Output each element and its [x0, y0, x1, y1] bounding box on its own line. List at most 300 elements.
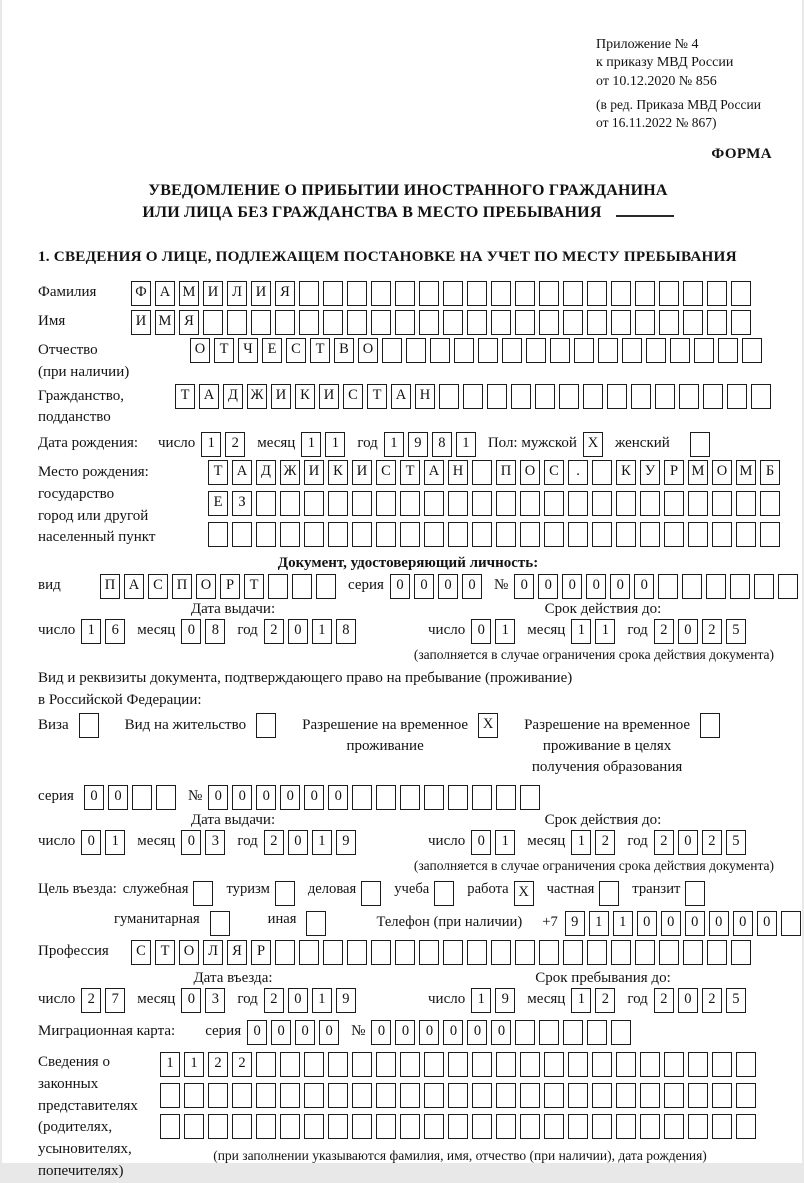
- form-cell: [443, 281, 463, 306]
- form-cell: 0: [288, 988, 308, 1013]
- form-cell: И: [352, 460, 372, 485]
- form-cell: [544, 1114, 564, 1139]
- birth-place-label-line-1: Место рождения:: [38, 464, 149, 481]
- form-cell: [706, 574, 726, 599]
- form-cell: [690, 432, 710, 457]
- form-cell: А: [155, 281, 175, 306]
- form-cell: [712, 1052, 732, 1077]
- issue-day-label: число: [38, 622, 76, 639]
- form-cell: [280, 1114, 300, 1139]
- form-cell: [736, 1114, 756, 1139]
- form-cell: [328, 491, 348, 516]
- patronymic-boxes: [190, 338, 766, 363]
- form-cell: [443, 310, 463, 335]
- form-cell: [683, 310, 703, 335]
- form-title-line-2-text: ИЛИ ЛИЦА БЕЗ ГРАЖДАНСТВА В МЕСТО ПРЕБЫВАНИЯ: [142, 204, 602, 222]
- purpose-tourism-checkbox: [275, 881, 299, 906]
- purpose-private-label: частная: [546, 881, 595, 898]
- form-cell: 0: [438, 574, 458, 599]
- form-cell: [515, 1020, 535, 1045]
- form-cell: [491, 310, 511, 335]
- appendix-line-2: к приказу МВД России: [596, 55, 734, 71]
- form-cell: Я: [275, 281, 295, 306]
- form-cell: 0: [678, 988, 698, 1013]
- form-cell: [419, 940, 439, 965]
- form-cell: [304, 491, 324, 516]
- form-cell: [736, 491, 756, 516]
- representatives-boxes-row-2: [160, 1083, 760, 1108]
- form-cell: [544, 1052, 564, 1077]
- form-cell: [424, 522, 444, 547]
- form-cell: [304, 1114, 324, 1139]
- form-cell: [232, 1083, 252, 1108]
- birth-place-label: [38, 460, 208, 549]
- form-cell: 3: [205, 830, 225, 855]
- birth-date-row: [38, 432, 778, 457]
- form-cell: Т: [214, 338, 234, 363]
- representatives-label-line-6: попечителях): [38, 1162, 124, 1179]
- form-cell: [712, 1114, 732, 1139]
- form-cell: 1: [495, 619, 515, 644]
- valid-day-label: число: [428, 622, 466, 639]
- form-cell: 1: [571, 988, 591, 1013]
- form-cell: [646, 338, 666, 363]
- form-cell: [520, 491, 540, 516]
- form-cell: [583, 384, 603, 409]
- form-cell: [616, 522, 636, 547]
- form-cell: [616, 491, 636, 516]
- form-cell: 1: [495, 830, 515, 855]
- form-cell: 0: [181, 830, 201, 855]
- form-cell: [448, 1083, 468, 1108]
- residence-series-label: серия: [38, 788, 74, 805]
- form-cell: [742, 338, 762, 363]
- purpose-official: [123, 880, 218, 906]
- form-cell: [640, 1052, 660, 1077]
- form-cell: [382, 338, 402, 363]
- edu-permit-label-line-2: проживание в целях: [542, 738, 672, 755]
- residence-doc-intro-2: в Российской Федерации:: [38, 692, 202, 709]
- residence-valid-month-label: месяц: [527, 833, 566, 850]
- identity-issue-heading: Дата выдачи:: [190, 601, 276, 618]
- form-cell: К: [616, 460, 636, 485]
- form-cell: [718, 338, 738, 363]
- form-cell: [352, 785, 372, 810]
- residence-doc-intro-1: Вид и реквизиты документа, подтверждающего право на пребывание (проживание): [38, 670, 573, 687]
- form-cell: 0: [637, 911, 657, 936]
- form-cell: 1: [456, 432, 476, 457]
- appendix-line-3: от 10.12.2020 № 856: [596, 73, 717, 89]
- form-cell: [256, 1052, 276, 1077]
- form-cell: К: [328, 460, 348, 485]
- form-cell: 2: [225, 432, 245, 457]
- visa-label: Виза: [38, 717, 69, 734]
- forma-label: ФОРМА: [711, 146, 772, 163]
- form-cell: 2: [654, 830, 674, 855]
- form-cell: [568, 1052, 588, 1077]
- form-cell: [730, 574, 750, 599]
- form-cell: [511, 384, 531, 409]
- residence-valid-date: [428, 830, 778, 855]
- form-cell: 2: [654, 619, 674, 644]
- birth-place-boxes-row-3: [208, 522, 784, 547]
- identity-doc-dates-row: [38, 619, 778, 644]
- form-cell: [376, 1052, 396, 1077]
- form-cell: [268, 574, 288, 599]
- form-cell: [316, 574, 336, 599]
- form-cell: [160, 1083, 180, 1108]
- form-cell: [467, 940, 487, 965]
- form-cell: [658, 574, 678, 599]
- form-cell: И: [319, 384, 339, 409]
- citizenship-label-line-1: Гражданство,: [38, 387, 125, 404]
- surname-boxes: [131, 281, 755, 306]
- form-cell: [448, 491, 468, 516]
- form-cell: А: [232, 460, 252, 485]
- form-cell: [574, 338, 594, 363]
- form-cell: 1: [184, 1052, 204, 1077]
- migration-card-row: [38, 1020, 778, 1045]
- residence-dates-row: [38, 830, 778, 855]
- form-page: [2, 0, 802, 1179]
- form-cell: [371, 940, 391, 965]
- purpose-work-checkbox: [514, 881, 538, 906]
- form-cell: [568, 1114, 588, 1139]
- patronymic-row: [38, 338, 778, 384]
- issue-month-label: месяц: [137, 622, 176, 639]
- stay-year-label: год: [627, 991, 648, 1008]
- form-cell: [688, 1083, 708, 1108]
- edu-permit-label-line-3: получения образования: [531, 759, 683, 776]
- form-cell: 3: [205, 988, 225, 1013]
- temp-permit-label-line-2: проживание: [346, 738, 424, 755]
- doc-number-label: №: [493, 577, 509, 594]
- form-cell: [454, 338, 474, 363]
- firstname-row: [38, 310, 778, 335]
- form-cell: 0: [661, 911, 681, 936]
- form-cell: Е: [262, 338, 282, 363]
- form-cell: [736, 1083, 756, 1108]
- form-cell: А: [124, 574, 144, 599]
- form-cell: [193, 881, 213, 906]
- residence-issue-day-boxes: [81, 830, 129, 855]
- purpose-official-label: служебная: [122, 881, 189, 898]
- form-cell: [679, 384, 699, 409]
- form-cell: Ч: [238, 338, 258, 363]
- form-cell: 0: [81, 830, 101, 855]
- form-cell: [611, 281, 631, 306]
- form-cell: [688, 491, 708, 516]
- form-cell: 2: [81, 988, 101, 1013]
- edu-permit-checkbox: [700, 713, 724, 738]
- form-cell: [587, 1020, 607, 1045]
- entry-date-headings: [38, 970, 778, 987]
- form-cell: [496, 491, 516, 516]
- birth-month-label: месяц: [257, 435, 296, 452]
- stay-day-boxes: [471, 988, 519, 1013]
- form-cell: [361, 881, 381, 906]
- form-cell: О: [712, 460, 732, 485]
- form-cell: [400, 522, 420, 547]
- form-cell: 2: [595, 988, 615, 1013]
- form-cell: [544, 1083, 564, 1108]
- form-cell: [682, 574, 702, 599]
- form-cell: [467, 310, 487, 335]
- form-cell: 0: [288, 619, 308, 644]
- form-cell: [520, 1052, 540, 1077]
- residence-issue-heading: Дата выдачи:: [190, 812, 276, 829]
- form-cell: [472, 1114, 492, 1139]
- form-cell: X: [583, 432, 603, 457]
- birth-place-label-line-3: город или другой: [38, 507, 149, 524]
- form-cell: [736, 522, 756, 547]
- form-cell: [227, 310, 247, 335]
- surname-label: Фамилия: [38, 284, 97, 301]
- birth-year-boxes: [384, 432, 480, 457]
- form-cell: Л: [227, 281, 247, 306]
- form-cell: Т: [310, 338, 330, 363]
- residence-issue-day-label: число: [38, 833, 76, 850]
- profession-boxes: [131, 940, 755, 965]
- phone-label: Телефон (при наличии): [376, 914, 523, 931]
- representatives-row: [38, 1050, 778, 1183]
- form-cell: [635, 940, 655, 965]
- form-cell: 1: [81, 619, 101, 644]
- form-cell: [754, 574, 774, 599]
- temp-permit-label: [302, 713, 468, 757]
- form-cell: 5: [726, 619, 746, 644]
- form-cell: [712, 522, 732, 547]
- form-cell: [659, 310, 679, 335]
- form-cell: [515, 310, 535, 335]
- form-cell: 1: [312, 988, 332, 1013]
- form-cell: А: [391, 384, 411, 409]
- purpose-business-label: деловая: [307, 881, 357, 898]
- form-cell: 1: [595, 619, 615, 644]
- form-cell: [400, 1052, 420, 1077]
- form-cell: 2: [654, 988, 674, 1013]
- form-cell: У: [640, 460, 660, 485]
- form-cell: [395, 281, 415, 306]
- form-cell: 0: [419, 1020, 439, 1045]
- form-cell: [539, 1020, 559, 1045]
- form-cell: 1: [105, 830, 125, 855]
- form-cell: [424, 1083, 444, 1108]
- form-cell: 0: [108, 785, 128, 810]
- form-cell: [592, 522, 612, 547]
- entry-heading: Дата въезда:: [193, 970, 273, 987]
- representatives-boxes: [160, 1050, 760, 1164]
- form-cell: 1: [384, 432, 404, 457]
- form-cell: [736, 1052, 756, 1077]
- form-cell: [400, 491, 420, 516]
- form-cell: 0: [288, 830, 308, 855]
- form-cell: [292, 574, 312, 599]
- form-cell: [400, 1114, 420, 1139]
- form-cell: В: [334, 338, 354, 363]
- form-cell: 1: [301, 432, 321, 457]
- form-cell: [434, 881, 454, 906]
- form-cell: [472, 460, 492, 485]
- citizenship-label: [38, 384, 175, 430]
- form-cell: [256, 713, 276, 738]
- form-cell: Р: [220, 574, 240, 599]
- residence-issue-year-label: год: [237, 833, 258, 850]
- form-cell: П: [172, 574, 192, 599]
- residence-issue-year-boxes: [264, 830, 360, 855]
- form-cell: [472, 785, 492, 810]
- form-cell: Ж: [247, 384, 267, 409]
- form-cell: X: [514, 881, 534, 906]
- issue-year-label: год: [237, 622, 258, 639]
- form-cell: О: [520, 460, 540, 485]
- form-cell: З: [232, 491, 252, 516]
- form-cell: [707, 281, 727, 306]
- form-cell: [685, 881, 705, 906]
- form-cell: 2: [232, 1052, 252, 1077]
- form-cell: 0: [280, 785, 300, 810]
- form-cell: [703, 384, 723, 409]
- phone-prefix: +7: [542, 914, 558, 931]
- residence-options-row: [38, 713, 778, 778]
- form-cell: 0: [586, 574, 606, 599]
- form-cell: [587, 940, 607, 965]
- form-cell: [694, 338, 714, 363]
- valid-month-label: месяц: [527, 622, 566, 639]
- form-cell: [664, 1114, 684, 1139]
- valid-year-boxes: [654, 619, 750, 644]
- purpose-row-2: [114, 911, 778, 936]
- form-cell: 1: [312, 619, 332, 644]
- form-cell: [376, 491, 396, 516]
- form-cell: [616, 1114, 636, 1139]
- form-cell: 2: [595, 830, 615, 855]
- form-cell: [79, 713, 99, 738]
- form-cell: [347, 940, 367, 965]
- form-cell: О: [179, 940, 199, 965]
- identity-doc-heading: Документ, удостоверяющий личность:: [277, 555, 539, 572]
- form-cell: [587, 310, 607, 335]
- form-cell: [712, 1083, 732, 1108]
- form-cell: [251, 310, 271, 335]
- purpose-study: [394, 880, 458, 906]
- purpose-other-label: иная: [267, 911, 297, 928]
- form-cell: [419, 281, 439, 306]
- form-cell: .: [568, 460, 588, 485]
- form-cell: [352, 522, 372, 547]
- form-cell: [611, 310, 631, 335]
- form-cell: 9: [408, 432, 428, 457]
- form-cell: О: [358, 338, 378, 363]
- form-cell: О: [190, 338, 210, 363]
- form-cell: [502, 338, 522, 363]
- sex-label: Пол: мужской: [487, 435, 577, 452]
- form-cell: [156, 785, 176, 810]
- form-cell: 0: [709, 911, 729, 936]
- sex-female-checkbox: [690, 432, 714, 457]
- purpose-business: [308, 880, 385, 906]
- option-visa: [38, 713, 103, 738]
- form-cell: 0: [471, 619, 491, 644]
- stay-heading: Срок пребывания до:: [535, 970, 671, 987]
- purpose-other: [268, 911, 331, 936]
- form-cell: [592, 460, 612, 485]
- form-cell: [419, 310, 439, 335]
- birth-year-label: год: [357, 435, 378, 452]
- form-cell: А: [199, 384, 219, 409]
- form-cell: И: [304, 460, 324, 485]
- residence-series-row: [38, 785, 778, 810]
- form-cell: [563, 1020, 583, 1045]
- form-cell: [683, 940, 703, 965]
- form-cell: 0: [319, 1020, 339, 1045]
- form-cell: [664, 1052, 684, 1077]
- form-cell: [520, 1083, 540, 1108]
- form-cell: 1: [312, 830, 332, 855]
- form-cell: Р: [664, 460, 684, 485]
- form-cell: [376, 1114, 396, 1139]
- residence-valid-heading: Срок действия до:: [544, 812, 662, 829]
- form-cell: [496, 785, 516, 810]
- form-cell: 0: [562, 574, 582, 599]
- form-cell: [592, 491, 612, 516]
- edu-permit-label-line-1: Разрешение на временное: [524, 717, 691, 734]
- form-cell: [731, 940, 751, 965]
- identity-doc-date-headings: [38, 601, 778, 618]
- form-cell: [700, 713, 720, 738]
- form-cell: [599, 881, 619, 906]
- form-cell: [472, 1083, 492, 1108]
- identity-valid-heading: Срок действия до:: [544, 601, 662, 618]
- form-cell: [539, 281, 559, 306]
- form-cell: Р: [251, 940, 271, 965]
- temp-permit-label-line-1: Разрешение на временное: [302, 717, 469, 734]
- form-cell: 0: [371, 1020, 391, 1045]
- representatives-boxes-row-1: [160, 1052, 760, 1077]
- birth-month-boxes: [301, 432, 349, 457]
- purpose-official-checkbox: [193, 881, 217, 906]
- patronymic-label-line-2: (при наличии): [38, 363, 130, 380]
- form-cell: [400, 1083, 420, 1108]
- form-cell: [352, 1114, 372, 1139]
- form-cell: [448, 1052, 468, 1077]
- form-cell: 8: [336, 619, 356, 644]
- form-cell: [587, 281, 607, 306]
- form-cell: [184, 1083, 204, 1108]
- form-cell: 0: [232, 785, 252, 810]
- form-cell: 2: [702, 619, 722, 644]
- form-cell: 0: [395, 1020, 415, 1045]
- form-cell: [467, 281, 487, 306]
- edition-block: [596, 96, 778, 132]
- form-cell: [535, 384, 555, 409]
- form-cell: Д: [256, 460, 276, 485]
- sex-female-label: женский: [614, 435, 670, 452]
- form-cell: X: [478, 713, 498, 738]
- form-cell: [448, 785, 468, 810]
- appendix-block: [596, 36, 778, 132]
- form-cell: [400, 785, 420, 810]
- form-cell: Т: [155, 940, 175, 965]
- purpose-transit-label: транзит: [632, 881, 681, 898]
- birth-place-boxes-row-1: [208, 460, 784, 485]
- form-cell: Д: [223, 384, 243, 409]
- purpose-humanitarian-label: гуманитарная: [114, 911, 200, 928]
- form-cell: 9: [336, 830, 356, 855]
- form-cell: К: [295, 384, 315, 409]
- temp-permit-checkbox: [478, 713, 502, 738]
- form-cell: [472, 522, 492, 547]
